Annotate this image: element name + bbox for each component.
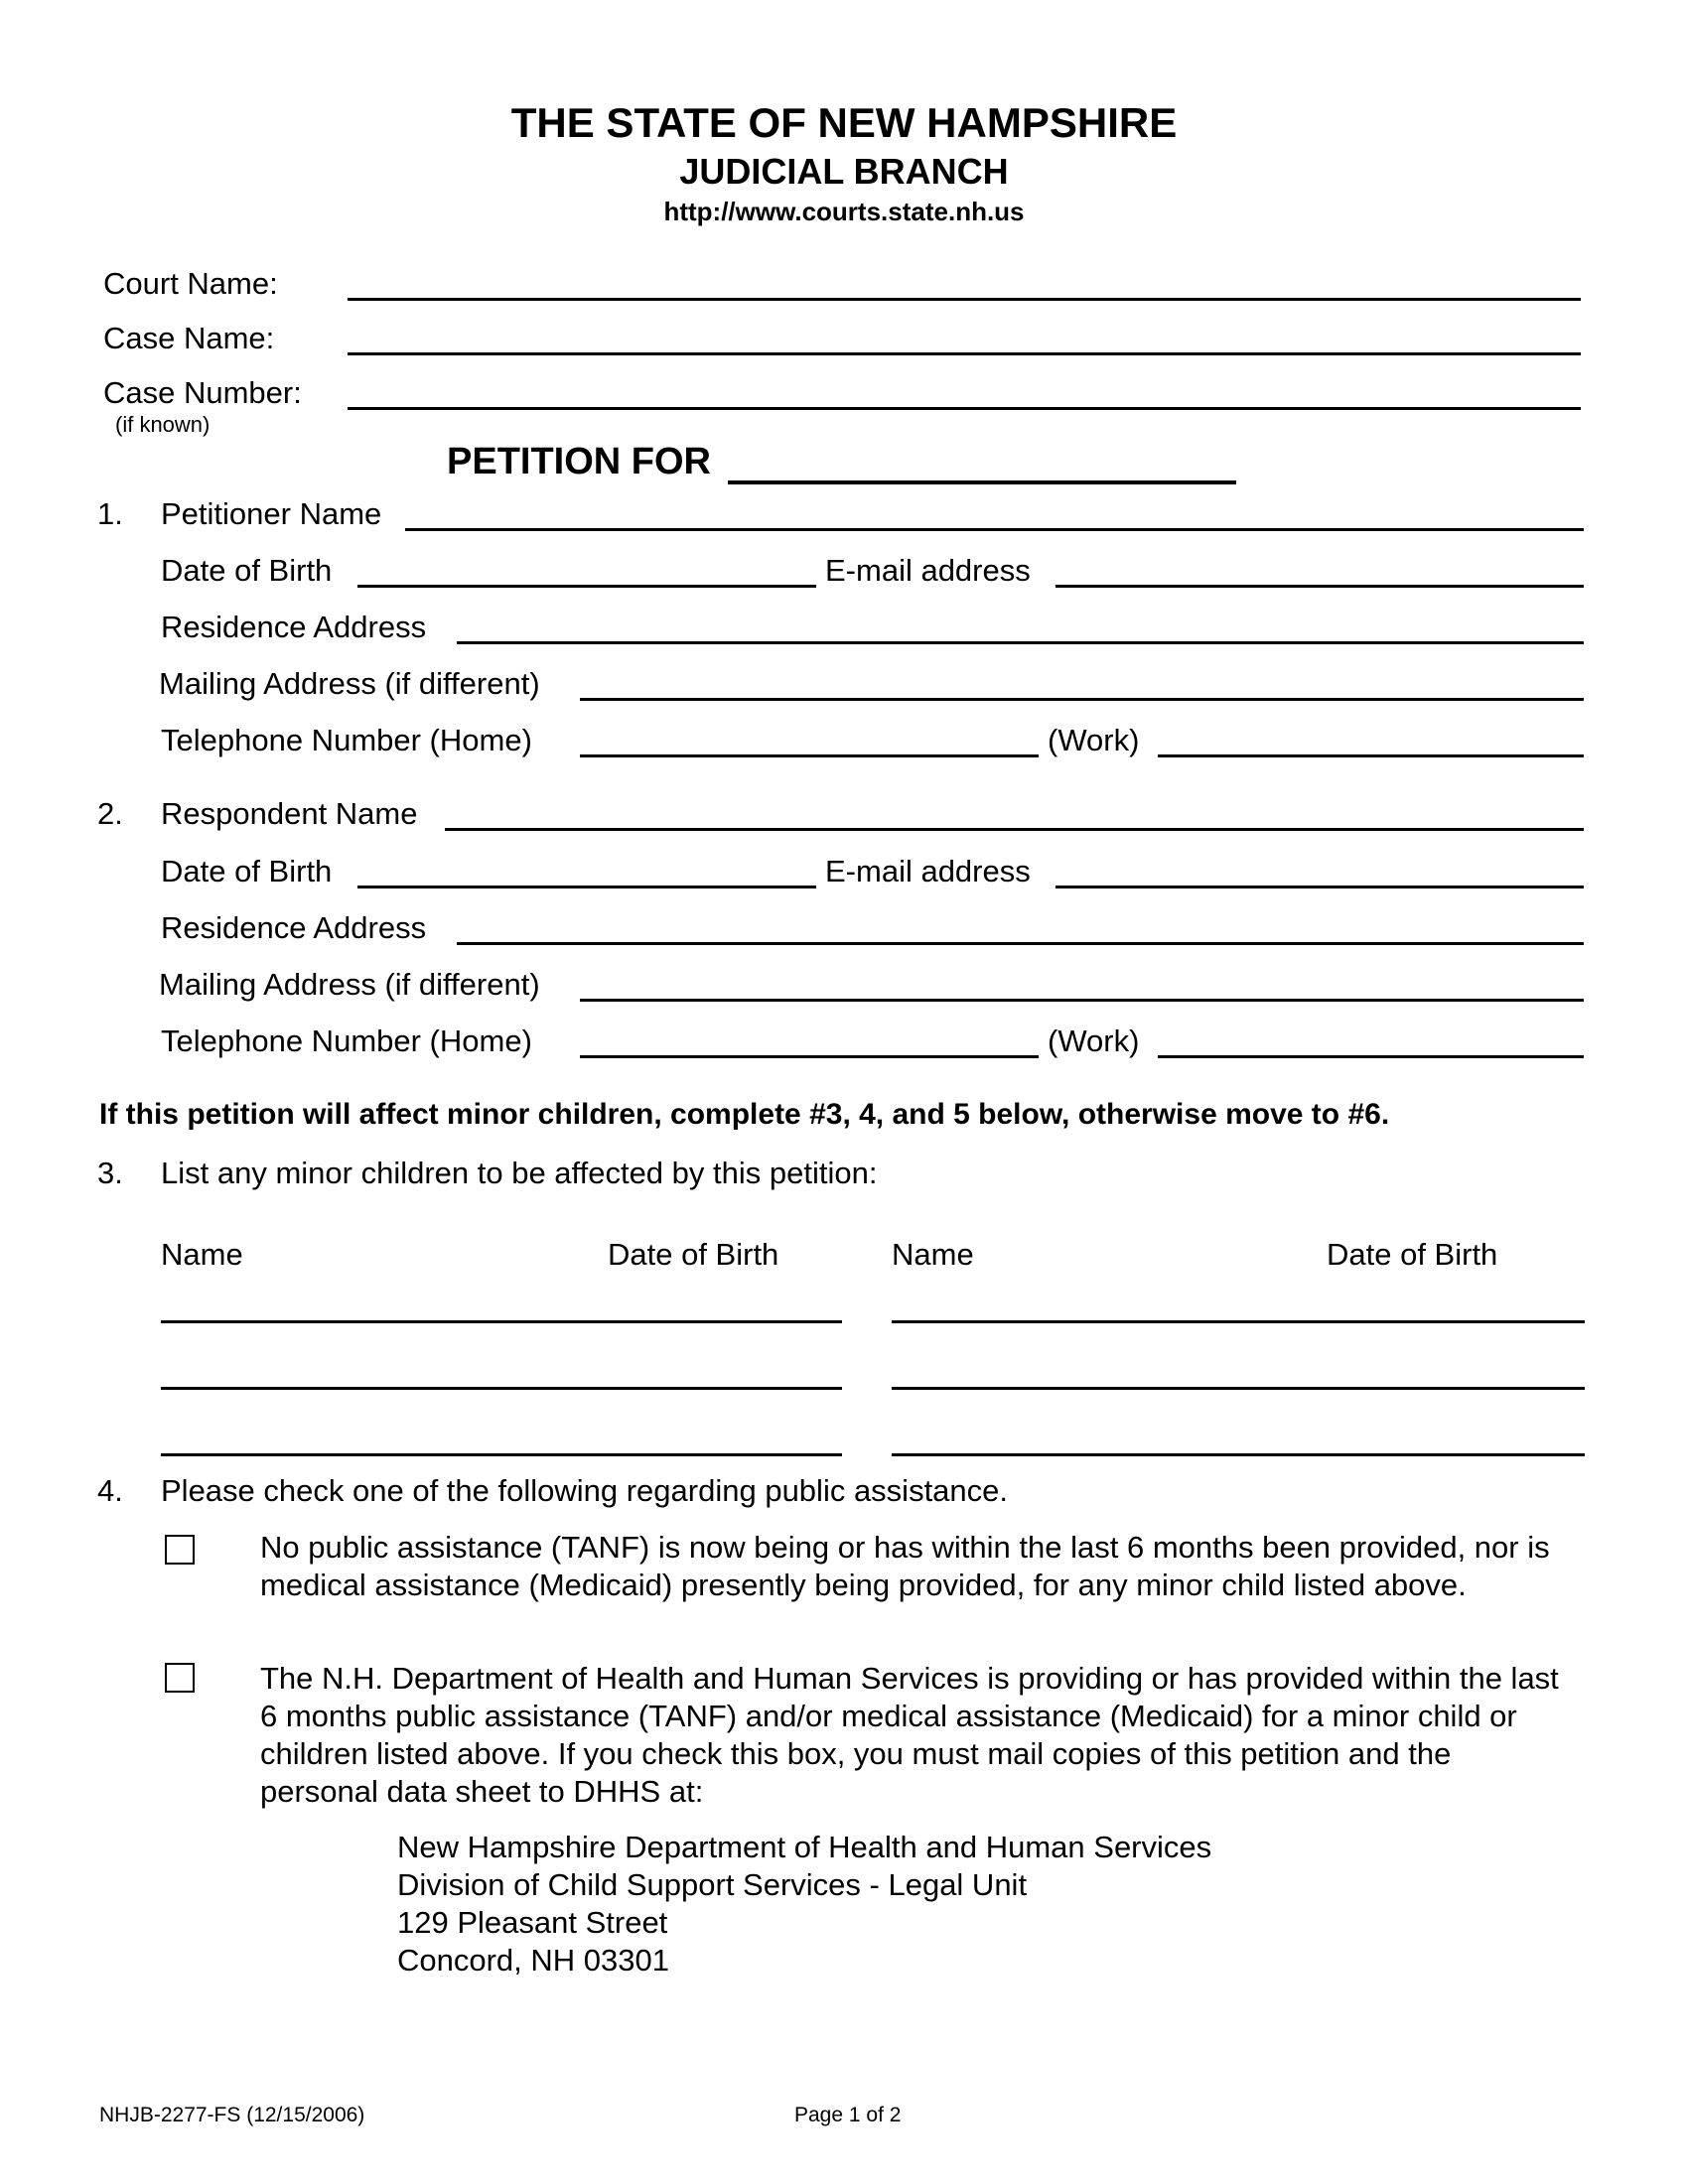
petitioner-residence-label: Residence Address (161, 610, 427, 644)
petition-for-title: PETITION FOR (447, 441, 711, 482)
respondent-email-field[interactable] (1055, 886, 1584, 888)
respondent-mailing-field[interactable] (580, 999, 1584, 1002)
respondent-dob-label: Date of Birth (161, 854, 333, 888)
no-assistance-checkbox[interactable] (165, 1535, 195, 1565)
court-url[interactable]: http://www.courts.state.nh.us (663, 197, 1025, 226)
child-dob-header-2: Date of Birth (1327, 1237, 1498, 1272)
respondent-phone-label: Telephone Number (Home) (161, 1024, 532, 1058)
case-name-label: Case Name: (103, 321, 275, 355)
child-entry-line[interactable] (892, 1453, 1585, 1456)
form-id: NHJB-2277-FS (12/15/2006) (99, 2104, 365, 2126)
respondent-work-label: (Work) (1048, 1024, 1140, 1058)
dhhs-address-line-2: Division of Child Support Services - Legal Unit (397, 1867, 1028, 1902)
respondent-name-label: Respondent Name (161, 796, 418, 831)
child-entry-line[interactable] (161, 1320, 842, 1323)
section-4-number: 4. (97, 1473, 123, 1508)
child-entry-line[interactable] (892, 1320, 1585, 1323)
petitioner-mailing-field[interactable] (580, 698, 1584, 701)
child-entry-line[interactable] (892, 1387, 1585, 1390)
respondent-name-field[interactable] (445, 828, 1584, 831)
dhhs-address-line-3: 129 Pleasant Street (397, 1905, 668, 1940)
respondent-dob-field[interactable] (357, 886, 816, 888)
if-known-note: (if known) (115, 412, 211, 437)
dhhs-address-line-4: Concord, NH 03301 (397, 1943, 669, 1978)
case-name-field[interactable] (348, 352, 1581, 355)
petitioner-work-label: (Work) (1048, 723, 1140, 757)
petition-for-field[interactable] (728, 480, 1236, 484)
petitioner-email-field[interactable] (1055, 585, 1584, 588)
petitioner-residence-field[interactable] (457, 641, 1584, 644)
dhhs-address-line-1: New Hampshire Department of Health and Human Services (397, 1830, 1212, 1864)
case-number-label: Case Number: (103, 375, 302, 410)
respondent-home-phone-field[interactable] (580, 1055, 1039, 1058)
petitioner-phone-label: Telephone Number (Home) (161, 723, 532, 757)
court-name-label: Court Name: (103, 266, 278, 301)
child-name-header-2: Name (892, 1237, 974, 1272)
state-title: THE STATE OF NEW HAMPSHIRE (510, 99, 1178, 146)
minor-children-note: If this petition will affect minor children, complete #3, 4, and 5 below, otherwise move to #6. (99, 1098, 1390, 1131)
petitioner-mailing-label: Mailing Address (if different) (159, 666, 540, 701)
branch-title: JUDICIAL BRANCH (679, 151, 1009, 192)
respondent-work-phone-field[interactable] (1158, 1055, 1584, 1058)
assistance-label: Please check one of the following regarding public assistance. (161, 1473, 1009, 1508)
no-assistance-text: No public assistance (TANF) is now being or has within the last 6 months been provided, nor is medical assistance (Medicaid) presently being provided, for any minor child listed above. (260, 1530, 1550, 1602)
child-entry-line[interactable] (161, 1387, 842, 1390)
case-number-field[interactable] (348, 407, 1581, 410)
dhhs-assistance-text: The N.H. Department of Health and Human Services is providing or has provided within the last 6 months public assistance (TANF) and/or medical assistance (Medicaid) for a minor child or children listed above. If you check this box, you must mail copies of this petition and the personal data sheet to DHHS at: (260, 1661, 1559, 1809)
petitioner-dob-label: Date of Birth (161, 553, 333, 588)
dhhs-assistance-checkbox[interactable] (165, 1663, 195, 1693)
petitioner-email-label: E-mail address (825, 553, 1031, 588)
child-entry-line[interactable] (161, 1453, 842, 1456)
court-name-field[interactable] (348, 298, 1581, 301)
section-2-number: 2. (97, 796, 123, 831)
child-dob-header-1: Date of Birth (608, 1237, 779, 1272)
child-name-header-1: Name (161, 1237, 243, 1272)
respondent-email-label: E-mail address (825, 854, 1031, 888)
page-number: Page 1 of 2 (794, 2104, 902, 2126)
petitioner-home-phone-field[interactable] (580, 754, 1039, 757)
petitioner-name-label: Petitioner Name (161, 496, 382, 531)
section-1-number: 1. (97, 496, 123, 531)
section-3-number: 3. (97, 1156, 123, 1190)
petitioner-name-field[interactable] (405, 528, 1584, 531)
petitioner-work-phone-field[interactable] (1158, 754, 1584, 757)
respondent-mailing-label: Mailing Address (if different) (159, 967, 540, 1002)
petitioner-dob-field[interactable] (357, 585, 816, 588)
children-list-label: List any minor children to be affected by this petition: (161, 1156, 878, 1190)
respondent-residence-label: Residence Address (161, 910, 427, 945)
respondent-residence-field[interactable] (457, 942, 1584, 945)
